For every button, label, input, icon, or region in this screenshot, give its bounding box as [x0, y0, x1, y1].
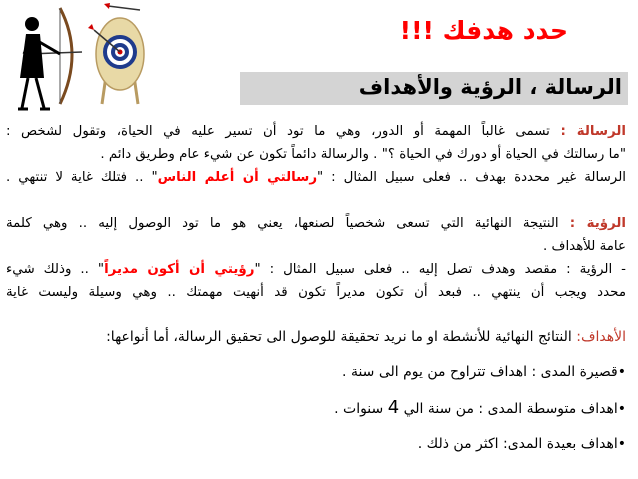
- mission-line-2: "ما رسالتك في الحياة أو دورك في الحياة ؟" . والرسالة دائماً تكون عن شيء عام وطريق دائم .: [100, 147, 626, 162]
- goal-medium-number: 4: [387, 397, 400, 418]
- vision-line-1: [6, 212, 626, 235]
- vision-text-3a: - الرؤية : مقصد وهدف تصل إليه .. فعلى سبيل المثال : ": [254, 262, 626, 277]
- goals-section: [6, 326, 626, 468]
- goal-item-long: •اهداف بعيدة المدى: اكثر من ذلك .: [417, 436, 626, 452]
- target-with-arrow-icon: [84, 0, 154, 112]
- vision-text-1: النتيجة النهائية التي تسعى شخصياً لصنعها، يعني هو ما تود الوصول إليه .. وهي كلمة: [6, 216, 559, 231]
- vision-line-3: [6, 258, 626, 281]
- vision-label: الرؤية :: [569, 216, 626, 231]
- vision-line-2: عامة للأهداف .: [543, 239, 626, 254]
- mission-text-1: تسمى غالباً المهمة أو الدور، وهي ما تود أن تسير عليه في الحياة، وتقول لشخص :: [6, 124, 550, 139]
- vision-section: [6, 212, 626, 304]
- mission-text-3b: " .. فتلك غاية لا تنتهي .: [6, 170, 158, 185]
- goal-medium-text-b: سنوات .: [334, 401, 388, 417]
- mission-section: [6, 120, 626, 189]
- mission-line-3: [6, 166, 626, 189]
- vision-text-3b: " .. وذلك شيء: [6, 262, 105, 277]
- mission-example: رسالتي أن أعلم الناس: [157, 170, 318, 185]
- page-title: حدد هدفك !!!: [399, 16, 568, 45]
- goal-medium-text-a: •اهداف متوسطة المدى : من سنة الي: [399, 401, 626, 417]
- goal-item-medium: [6, 396, 626, 421]
- vision-line-4: محدد ويجب أن ينتهي .. فبعد أن تكون مديراً تكون قد أنهيت مهمتك .. وهي وسيلة وليست غاية: [6, 285, 626, 300]
- mission-line-1: [6, 120, 626, 143]
- vision-example: رؤيتي أن أكون مديراً: [104, 262, 255, 277]
- goal-item-short: •قصيرة المدى : اهداف تتراوح من يوم الى سنة .: [342, 364, 626, 380]
- goals-intro-line: [6, 326, 626, 349]
- goals-label: الأهداف:: [576, 329, 626, 345]
- mission-label: الرسالة :: [560, 124, 626, 139]
- archer-clipart-icon: [14, 4, 84, 116]
- goals-intro: النتائج النهائية للأنشطة او ما نريد تحقيقة للوصول الى تحقيق الرسالة، أما أنواعها:: [106, 329, 577, 345]
- mission-text-3a: الرسالة غير محددة بهدف .. فعلى سبيل المثال : ": [317, 170, 626, 185]
- page-subtitle: الرسالة ، الرؤية والأهداف: [358, 75, 622, 99]
